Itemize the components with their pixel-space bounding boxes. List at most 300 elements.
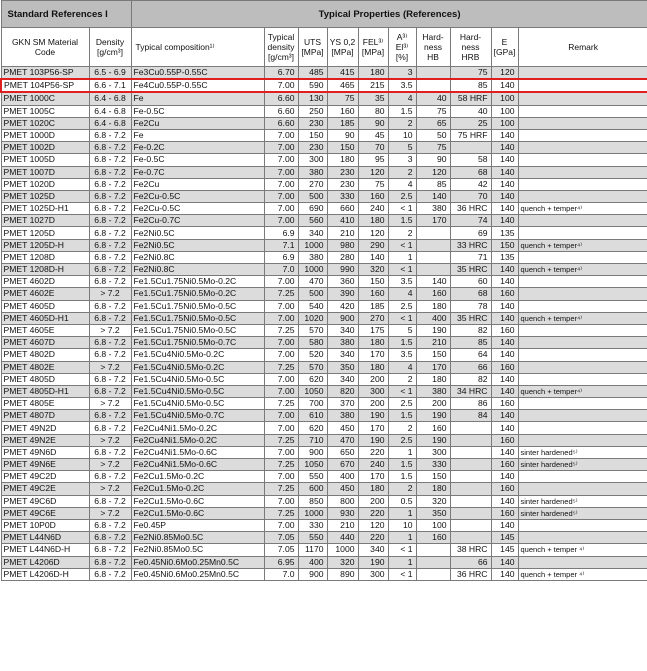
cell-remark	[518, 117, 647, 129]
cell-composition: Fe	[131, 129, 264, 141]
cell-modulus: 140	[491, 178, 518, 190]
cell-remark: quench + temper⁴⁾	[518, 312, 647, 324]
cell-remark	[518, 519, 647, 531]
cell-ys: 660	[327, 203, 358, 215]
cell-uts: 270	[298, 178, 327, 190]
table-row	[1, 300, 647, 312]
cell-modulus: 135	[491, 227, 518, 239]
cell-code: PMET 49N2D	[1, 422, 89, 434]
cell-uts: 470	[298, 276, 327, 288]
cell-hardness-hb: 85	[416, 178, 450, 190]
cell-uts: 1000	[298, 264, 327, 276]
cell-fel: 45	[358, 129, 388, 141]
cell-fel: 170	[358, 471, 388, 483]
cell-code: PMET 1020D	[1, 178, 89, 190]
table-row	[1, 556, 647, 568]
cell-typical-density: 6.9	[264, 227, 298, 239]
cell-composition: Fe2Cu-0.5C	[131, 203, 264, 215]
cell-elongation: 1.5	[388, 459, 416, 471]
cell-uts: 330	[298, 519, 327, 531]
col-typical-density: Typical density [g/cm³]	[264, 28, 298, 67]
cell-modulus: 120	[491, 67, 518, 80]
cell-density: 6.8 - 7.2	[89, 446, 131, 458]
cell-ys: 1000	[327, 544, 358, 556]
cell-modulus: 100	[491, 117, 518, 129]
cell-uts: 550	[298, 532, 327, 544]
cell-uts: 900	[298, 568, 327, 580]
cell-code: PMET 4805D-H1	[1, 385, 89, 397]
cell-hardness-hb: 170	[416, 215, 450, 227]
cell-typical-density: 7.00	[264, 373, 298, 385]
cell-fel: 200	[358, 495, 388, 507]
cell-hardness-hb	[416, 67, 450, 80]
table-row	[1, 361, 647, 373]
cell-elongation: 2	[388, 117, 416, 129]
header-row	[1, 1, 647, 28]
cell-density: 6.4 - 6.8	[89, 105, 131, 117]
cell-composition: Fe2Cu4Ni1.5Mo-0.2C	[131, 422, 264, 434]
cell-modulus: 160	[491, 398, 518, 410]
cell-code: PMET L4206D	[1, 556, 89, 568]
cell-modulus: 140	[491, 385, 518, 397]
cell-fel: 190	[358, 556, 388, 568]
cell-remark	[518, 324, 647, 336]
cell-fel: 200	[358, 398, 388, 410]
cell-modulus: 140	[491, 264, 518, 276]
cell-remark	[518, 483, 647, 495]
cell-density: 6.8 - 7.2	[89, 300, 131, 312]
cell-composition: Fe3Cu0.55P-0.55C	[131, 67, 264, 80]
cell-remark	[518, 166, 647, 178]
table-row	[1, 227, 647, 239]
cell-code: PMET L44N6D-H	[1, 544, 89, 556]
cell-uts: 250	[298, 105, 327, 117]
cell-ys: 230	[327, 166, 358, 178]
cell-composition: Fe1.5Cu4Ni0.5Mo-0.5C	[131, 398, 264, 410]
cell-code: PMET 1020C	[1, 117, 89, 129]
cell-composition: Fe1.5Cu1.75Ni0.5Mo-0.7C	[131, 337, 264, 349]
cell-fel: 220	[358, 446, 388, 458]
cell-hardness-hb: 190	[416, 324, 450, 336]
cell-remark	[518, 251, 647, 263]
cell-uts: 340	[298, 227, 327, 239]
cell-elongation: 3.5	[388, 79, 416, 92]
cell-uts: 600	[298, 483, 327, 495]
cell-composition: Fe2Ni0.5C	[131, 227, 264, 239]
cell-hardness-hrb: 36 HRC	[450, 203, 491, 215]
cell-modulus: 140	[491, 300, 518, 312]
cell-density: 6.4 - 6.8	[89, 117, 131, 129]
cell-elongation: 2	[388, 166, 416, 178]
cell-uts: 300	[298, 154, 327, 166]
cell-ys: 350	[327, 361, 358, 373]
cell-uts: 620	[298, 422, 327, 434]
cell-hardness-hb	[416, 239, 450, 251]
cell-hardness-hb: 320	[416, 495, 450, 507]
cell-composition: Fe1.5Cu4Ni0.5Mo-0.7C	[131, 410, 264, 422]
cell-modulus: 145	[491, 532, 518, 544]
cell-composition: Fe2Ni0.85Mo0.5C	[131, 544, 264, 556]
cell-hardness-hb: 200	[416, 398, 450, 410]
cell-uts: 380	[298, 166, 327, 178]
cell-uts: 610	[298, 410, 327, 422]
cell-remark: quench + temper⁴⁾	[518, 239, 647, 251]
cell-modulus: 140	[491, 556, 518, 568]
cell-fel: 220	[358, 532, 388, 544]
cell-hardness-hrb: 33 HRC	[450, 239, 491, 251]
cell-remark: sinter hardened⁵⁾	[518, 446, 647, 458]
cell-density: 6.8 - 7.2	[89, 178, 131, 190]
table-row	[1, 385, 647, 397]
cell-density: > 7.2	[89, 288, 131, 300]
cell-composition: Fe4Cu0.55P-0.55C	[131, 79, 264, 92]
cell-typical-density: 7.00	[264, 422, 298, 434]
cell-hardness-hb: 160	[416, 532, 450, 544]
cell-ys: 160	[327, 105, 358, 117]
table-row	[1, 519, 647, 531]
cell-remark	[518, 105, 647, 117]
cell-hardness-hrb: 84	[450, 410, 491, 422]
table-row	[1, 92, 647, 105]
cell-code: PMET 1025D-H1	[1, 203, 89, 215]
cell-code: PMET 4802D	[1, 349, 89, 361]
cell-fel: 70	[358, 142, 388, 154]
cell-uts: 500	[298, 288, 327, 300]
cell-modulus: 135	[491, 251, 518, 263]
cell-hardness-hb: 380	[416, 385, 450, 397]
cell-hardness-hb: 180	[416, 373, 450, 385]
typical-properties-title: Typical Properties (References)	[131, 1, 647, 28]
standard-references-title: Standard References I	[1, 1, 131, 28]
cell-typical-density: 7.25	[264, 434, 298, 446]
cell-uts: 1170	[298, 544, 327, 556]
cell-modulus: 140	[491, 446, 518, 458]
cell-composition: Fe1.5Cu1.75Ni0.5Mo-0.5C	[131, 312, 264, 324]
cell-hardness-hb: 65	[416, 117, 450, 129]
cell-typical-density: 7.00	[264, 446, 298, 458]
table-row	[1, 568, 647, 580]
cell-fel: 185	[358, 300, 388, 312]
cell-modulus: 140	[491, 410, 518, 422]
table-row	[1, 532, 647, 544]
cell-uts: 570	[298, 324, 327, 336]
cell-typical-density: 7.00	[264, 142, 298, 154]
cell-elongation: 4	[388, 288, 416, 300]
cell-typical-density: 7.25	[264, 398, 298, 410]
cell-hardness-hrb	[450, 532, 491, 544]
cell-fel: 140	[358, 251, 388, 263]
cell-composition: Fe0.45Ni0.6Mo0.25Mn0.5C	[131, 568, 264, 580]
cell-typical-density: 7.00	[264, 276, 298, 288]
cell-typical-density: 7.1	[264, 239, 298, 251]
cell-hardness-hb: 75	[416, 142, 450, 154]
cell-hardness-hb: 170	[416, 361, 450, 373]
table-row	[1, 239, 647, 251]
table-row	[1, 264, 647, 276]
cell-code: PMET 49C6D	[1, 495, 89, 507]
cell-remark	[518, 67, 647, 80]
cell-ys: 280	[327, 251, 358, 263]
cell-fel: 160	[358, 288, 388, 300]
cell-code: PMET L4206D-H	[1, 568, 89, 580]
cell-elongation: 4	[388, 361, 416, 373]
cell-elongation: 1	[388, 532, 416, 544]
cell-fel: 190	[358, 434, 388, 446]
cell-uts: 620	[298, 373, 327, 385]
table-row	[1, 507, 647, 519]
cell-typical-density: 6.95	[264, 556, 298, 568]
cell-elongation: 0.5	[388, 495, 416, 507]
col-uts: UTS [MPa]	[298, 28, 327, 67]
cell-fel: 120	[358, 227, 388, 239]
cell-ys: 450	[327, 422, 358, 434]
cell-remark: quench + temper ⁴⁾	[518, 568, 647, 580]
cell-composition: Fe-0.7C	[131, 166, 264, 178]
cell-hardness-hrb	[450, 434, 491, 446]
cell-modulus: 160	[491, 459, 518, 471]
cell-hardness-hb: 140	[416, 276, 450, 288]
cell-uts: 400	[298, 556, 327, 568]
cell-density: 6.8 - 7.2	[89, 190, 131, 202]
cell-elongation: 1.5	[388, 337, 416, 349]
cell-ys: 330	[327, 190, 358, 202]
cell-density: > 7.2	[89, 483, 131, 495]
cell-code: PMET 1000C	[1, 92, 89, 105]
table-row	[1, 190, 647, 202]
cell-typical-density: 7.0	[264, 264, 298, 276]
cell-hardness-hrb: 75 HRF	[450, 129, 491, 141]
cell-typical-density: 7.00	[264, 300, 298, 312]
cell-fel: 300	[358, 568, 388, 580]
table-row	[1, 203, 647, 215]
cell-remark	[518, 532, 647, 544]
cell-modulus: 140	[491, 471, 518, 483]
cell-uts: 230	[298, 117, 327, 129]
cell-hardness-hb: 190	[416, 434, 450, 446]
cell-density: 6.8 - 7.2	[89, 276, 131, 288]
cell-hardness-hb: 180	[416, 483, 450, 495]
cell-density: 6.8 - 7.2	[89, 422, 131, 434]
cell-modulus: 140	[491, 215, 518, 227]
cell-density: 6.8 - 7.2	[89, 166, 131, 178]
cell-elongation: 1	[388, 251, 416, 263]
cell-density: 6.8 - 7.2	[89, 385, 131, 397]
cell-uts: 560	[298, 215, 327, 227]
cell-composition: Fe2Ni0.5C	[131, 239, 264, 251]
cell-density: 6.8 - 7.2	[89, 227, 131, 239]
cell-fel: 35	[358, 92, 388, 105]
table-row	[1, 178, 647, 190]
col-code: GKN SM Material Code	[1, 28, 89, 67]
cell-hardness-hb: 330	[416, 459, 450, 471]
table-row	[1, 117, 647, 129]
cell-fel: 150	[358, 276, 388, 288]
cell-code: PMET 1007D	[1, 166, 89, 178]
cell-hardness-hrb: 40	[450, 105, 491, 117]
cell-remark: quench + temper⁴⁾	[518, 203, 647, 215]
cell-modulus: 140	[491, 79, 518, 92]
cell-remark: quench + temper⁴⁾	[518, 385, 647, 397]
cell-modulus: 140	[491, 166, 518, 178]
cell-composition: Fe0.45P	[131, 519, 264, 531]
cell-density: 6.8 - 7.2	[89, 349, 131, 361]
table-row	[1, 276, 647, 288]
cell-code: PMET 104P56-SP	[1, 79, 89, 92]
cell-composition: Fe1.5Cu4Ni0.5Mo-0.5C	[131, 373, 264, 385]
cell-elongation: 2	[388, 227, 416, 239]
cell-uts: 690	[298, 203, 327, 215]
cell-code: PMET 4805D	[1, 373, 89, 385]
cell-remark	[518, 337, 647, 349]
cell-modulus: 145	[491, 544, 518, 556]
cell-composition: Fe2Cu1.5Mo-0.6C	[131, 507, 264, 519]
col-density: Density [g/cm³]	[89, 28, 131, 67]
cell-typical-density: 6.60	[264, 92, 298, 105]
cell-remark	[518, 398, 647, 410]
cell-typical-density: 7.25	[264, 459, 298, 471]
cell-elongation: 10	[388, 129, 416, 141]
cell-hardness-hrb: 74	[450, 215, 491, 227]
cell-composition: Fe1.5Cu4Ni0.5Mo-0.5C	[131, 385, 264, 397]
cell-density: 6.8 - 7.2	[89, 410, 131, 422]
cell-remark	[518, 349, 647, 361]
col-composition: Typical composition¹⁾	[131, 28, 264, 67]
cell-hardness-hrb	[450, 507, 491, 519]
cell-modulus: 140	[491, 142, 518, 154]
col-hardness-hb: Hard-ness HB	[416, 28, 450, 67]
cell-hardness-hb	[416, 544, 450, 556]
cell-density: > 7.2	[89, 434, 131, 446]
cell-ys: 900	[327, 312, 358, 324]
cell-typical-density: 7.00	[264, 337, 298, 349]
cell-remark	[518, 142, 647, 154]
cell-elongation: 5	[388, 324, 416, 336]
cell-density: 6.8 - 7.2	[89, 471, 131, 483]
cell-code: PMET 4605E	[1, 324, 89, 336]
cell-typical-density: 7.25	[264, 507, 298, 519]
cell-hardness-hrb: 34 HRC	[450, 385, 491, 397]
cell-density: 6.8 - 7.2	[89, 312, 131, 324]
cell-density: > 7.2	[89, 459, 131, 471]
cell-modulus: 140	[491, 373, 518, 385]
cell-hardness-hb	[416, 227, 450, 239]
cell-fel: 95	[358, 154, 388, 166]
cell-composition: Fe-0.2C	[131, 142, 264, 154]
cell-composition: Fe2Cu4Ni1.5Mo-0.2C	[131, 434, 264, 446]
cell-typical-density: 7.00	[264, 79, 298, 92]
cell-elongation: 2.5	[388, 300, 416, 312]
cell-density: 6.8 - 7.2	[89, 568, 131, 580]
cell-elongation: 1.5	[388, 105, 416, 117]
cell-elongation: 2	[388, 483, 416, 495]
cell-composition: Fe2Cu-0.7C	[131, 215, 264, 227]
cell-remark: sinter hardened⁵⁾	[518, 459, 647, 471]
cell-code: PMET 4807D	[1, 410, 89, 422]
table-row	[1, 373, 647, 385]
cell-code: PMET 1025D	[1, 190, 89, 202]
cell-hardness-hrb: 68	[450, 166, 491, 178]
cell-typical-density: 7.25	[264, 324, 298, 336]
cell-hardness-hb: 100	[416, 519, 450, 531]
table-body	[1, 67, 647, 581]
cell-density: 6.8 - 7.2	[89, 251, 131, 263]
cell-ys: 380	[327, 337, 358, 349]
cell-typical-density: 6.60	[264, 117, 298, 129]
cell-ys: 380	[327, 410, 358, 422]
cell-code: PMET 4602D	[1, 276, 89, 288]
cell-hardness-hrb: 25	[450, 117, 491, 129]
cell-modulus: 150	[491, 239, 518, 251]
cell-code: PMET 49C6E	[1, 507, 89, 519]
cell-typical-density: 7.00	[264, 129, 298, 141]
cell-modulus: 140	[491, 422, 518, 434]
cell-composition: Fe1.5Cu1.75Ni0.5Mo-0.5C	[131, 324, 264, 336]
cell-elongation: 2	[388, 422, 416, 434]
cell-elongation: 3	[388, 67, 416, 80]
cell-code: PMET 49N6D	[1, 446, 89, 458]
cell-uts: 130	[298, 92, 327, 105]
cell-fel: 240	[358, 203, 388, 215]
cell-fel: 180	[358, 361, 388, 373]
cell-fel: 270	[358, 312, 388, 324]
cell-density: 6.8 - 7.2	[89, 203, 131, 215]
cell-hardness-hb	[416, 556, 450, 568]
cell-density: 6.8 - 7.2	[89, 519, 131, 531]
cell-ys: 650	[327, 446, 358, 458]
cell-remark: sinter hardened⁵⁾	[518, 507, 647, 519]
cell-uts: 1050	[298, 459, 327, 471]
cell-typical-density: 7.05	[264, 544, 298, 556]
cell-uts: 150	[298, 129, 327, 141]
cell-density: 6.8 - 7.2	[89, 154, 131, 166]
cell-hardness-hrb: 86	[450, 398, 491, 410]
cell-hardness-hrb	[450, 459, 491, 471]
cell-composition: Fe	[131, 92, 264, 105]
cell-fel: 290	[358, 239, 388, 251]
cell-ys: 340	[327, 349, 358, 361]
cell-fel: 180	[358, 483, 388, 495]
cell-code: PMET 4602E	[1, 288, 89, 300]
cell-uts: 850	[298, 495, 327, 507]
cell-remark	[518, 556, 647, 568]
table-row	[1, 105, 647, 117]
cell-fel: 215	[358, 79, 388, 92]
cell-ys: 390	[327, 288, 358, 300]
cell-density: 6.8 - 7.2	[89, 264, 131, 276]
col-remark: Remark	[518, 28, 647, 67]
cell-ys: 450	[327, 483, 358, 495]
cell-modulus: 100	[491, 105, 518, 117]
cell-ys: 990	[327, 264, 358, 276]
cell-typical-density: 7.00	[264, 154, 298, 166]
col-hardness-hrb: Hard-ness HRB	[450, 28, 491, 67]
cell-hardness-hrb: 64	[450, 349, 491, 361]
col-ys: YS 0,2 [MPa]	[327, 28, 358, 67]
cell-remark	[518, 373, 647, 385]
cell-density: 6.8 - 7.2	[89, 142, 131, 154]
cell-hardness-hrb: 58	[450, 154, 491, 166]
cell-hardness-hb: 40	[416, 92, 450, 105]
cell-fel: 170	[358, 349, 388, 361]
cell-elongation: 2.5	[388, 398, 416, 410]
cell-ys: 890	[327, 568, 358, 580]
cell-elongation: 3.5	[388, 349, 416, 361]
cell-elongation: 1	[388, 507, 416, 519]
cell-density: > 7.2	[89, 361, 131, 373]
cell-uts: 580	[298, 337, 327, 349]
table-row	[1, 495, 647, 507]
cell-hardness-hrb	[450, 471, 491, 483]
